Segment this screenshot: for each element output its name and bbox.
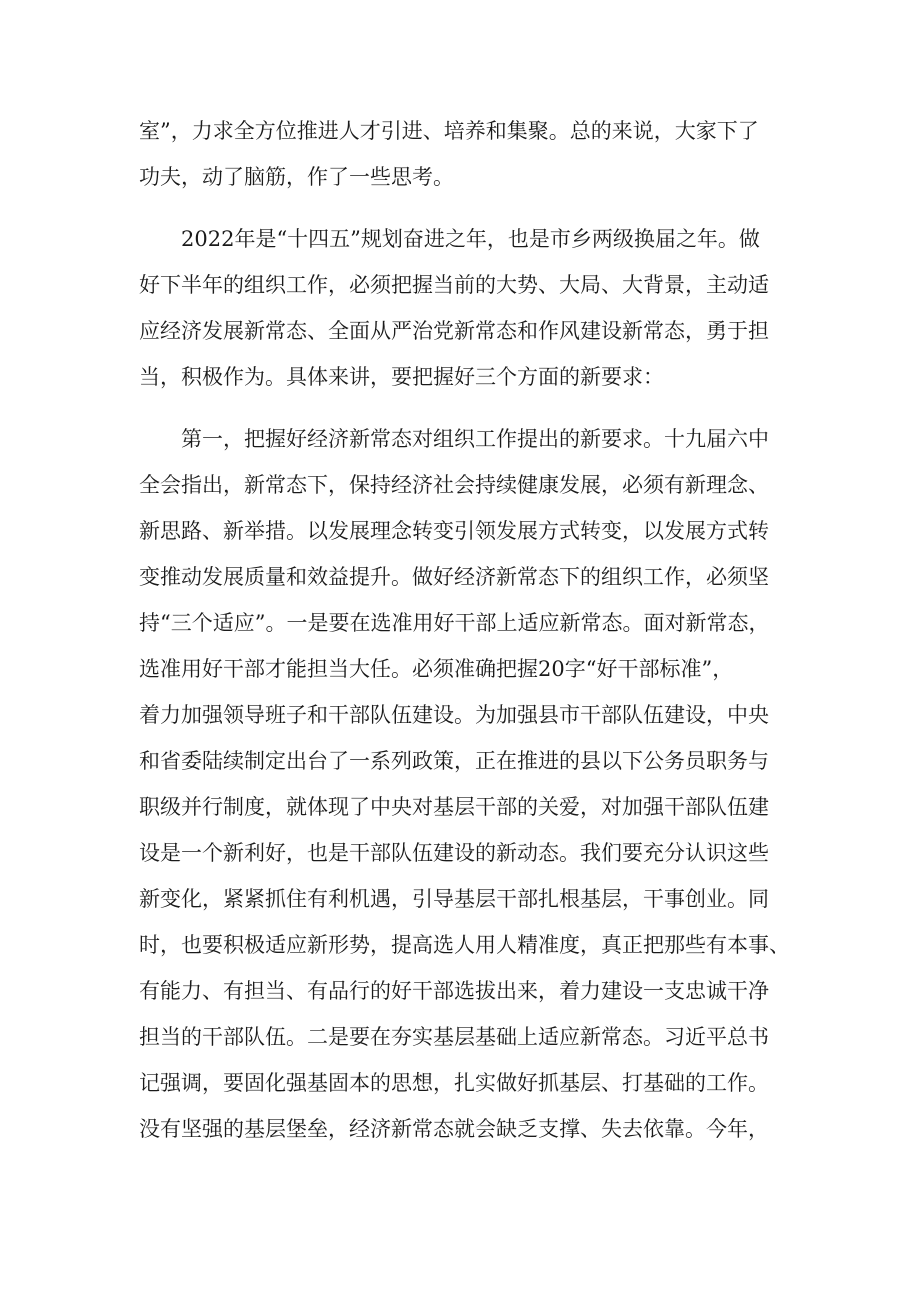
text-line: 和省委陆续制定出台了一系列政策，正在推进的县以下公务员职务与: [139, 749, 769, 773]
text-line: 选准用好干部才能担当大任。必须准确把握20字“好干部标准”，: [139, 657, 734, 681]
text-line: 持“三个适应”。一是要在选准用好干部上适应新常态。面对新常态，: [139, 611, 770, 635]
text-line: 应经济发展新常态、全面从严治党新常态和作风建设新常态，勇于担: [139, 319, 769, 343]
text-line: 2022年是“十四五”规划奋进之年，也是市乡两级换届之年。做: [181, 227, 760, 251]
text-line: 设是一个新利好，也是干部队伍建设的新动态。我们要充分认识这些: [139, 841, 769, 865]
text-line: 时，也要积极适应新形势，提高选人用人精准度，真正把那些有本事、: [139, 933, 790, 957]
text-line: 好下半年的组织工作，必须把握当前的大势、大局、大背景，主动适: [139, 273, 769, 297]
document-body: [139, 108, 799, 1152]
text-line: 新思路、新举措。以发展理念转变引领发展方式转变，以发展方式转: [139, 519, 769, 543]
paragraph-continuation: [139, 108, 799, 200]
text-line: 全会指出，新常态下，保持经济社会持续健康发展，必须有新理念、: [139, 473, 769, 497]
text-line: 职级并行制度，就体现了中央对基层干部的关爱，对加强干部队伍建: [139, 795, 769, 819]
text-line: 着力加强领导班子和干部队伍建设。为加强县市干部队伍建设，中央: [139, 703, 769, 727]
text-line: 功夫，动了脑筋，作了一些思考。: [139, 165, 454, 189]
text-line: 担当的干部队伍。二是要在夯实基层基础上适应新常态。习近平总书: [139, 1025, 769, 1049]
text-line: 没有坚强的基层堡垒，经济新常态就会缺乏支撑、失去依靠。今年，: [139, 1117, 769, 1141]
text-line: 记强调，要固化强基固本的思想，扎实做好抓基层、打基础的工作。: [139, 1071, 769, 1095]
text-line: 室”，力求全方位推进人才引进、培养和集聚。总的来说，大家下了: [139, 119, 759, 143]
text-line: 有能力、有担当、有品行的好干部选拔出来，着力建设一支忠诚干净: [139, 979, 769, 1003]
paragraph-2022-overview: [139, 216, 799, 400]
text-line: 变推动发展质量和效益提升。做好经济新常态下的组织工作，必须坚: [139, 565, 769, 589]
text-line: 第一，把握好经济新常态对组织工作提出的新要求。十九届六中: [181, 427, 769, 451]
paragraph-first-requirement: [139, 416, 799, 1152]
text-line: 新变化，紧紧抓住有利机遇，引导基层干部扎根基层，干事创业。同: [139, 887, 769, 911]
text-line: 当，积极作为。具体来讲，要把握好三个方面的新要求：: [139, 365, 664, 389]
